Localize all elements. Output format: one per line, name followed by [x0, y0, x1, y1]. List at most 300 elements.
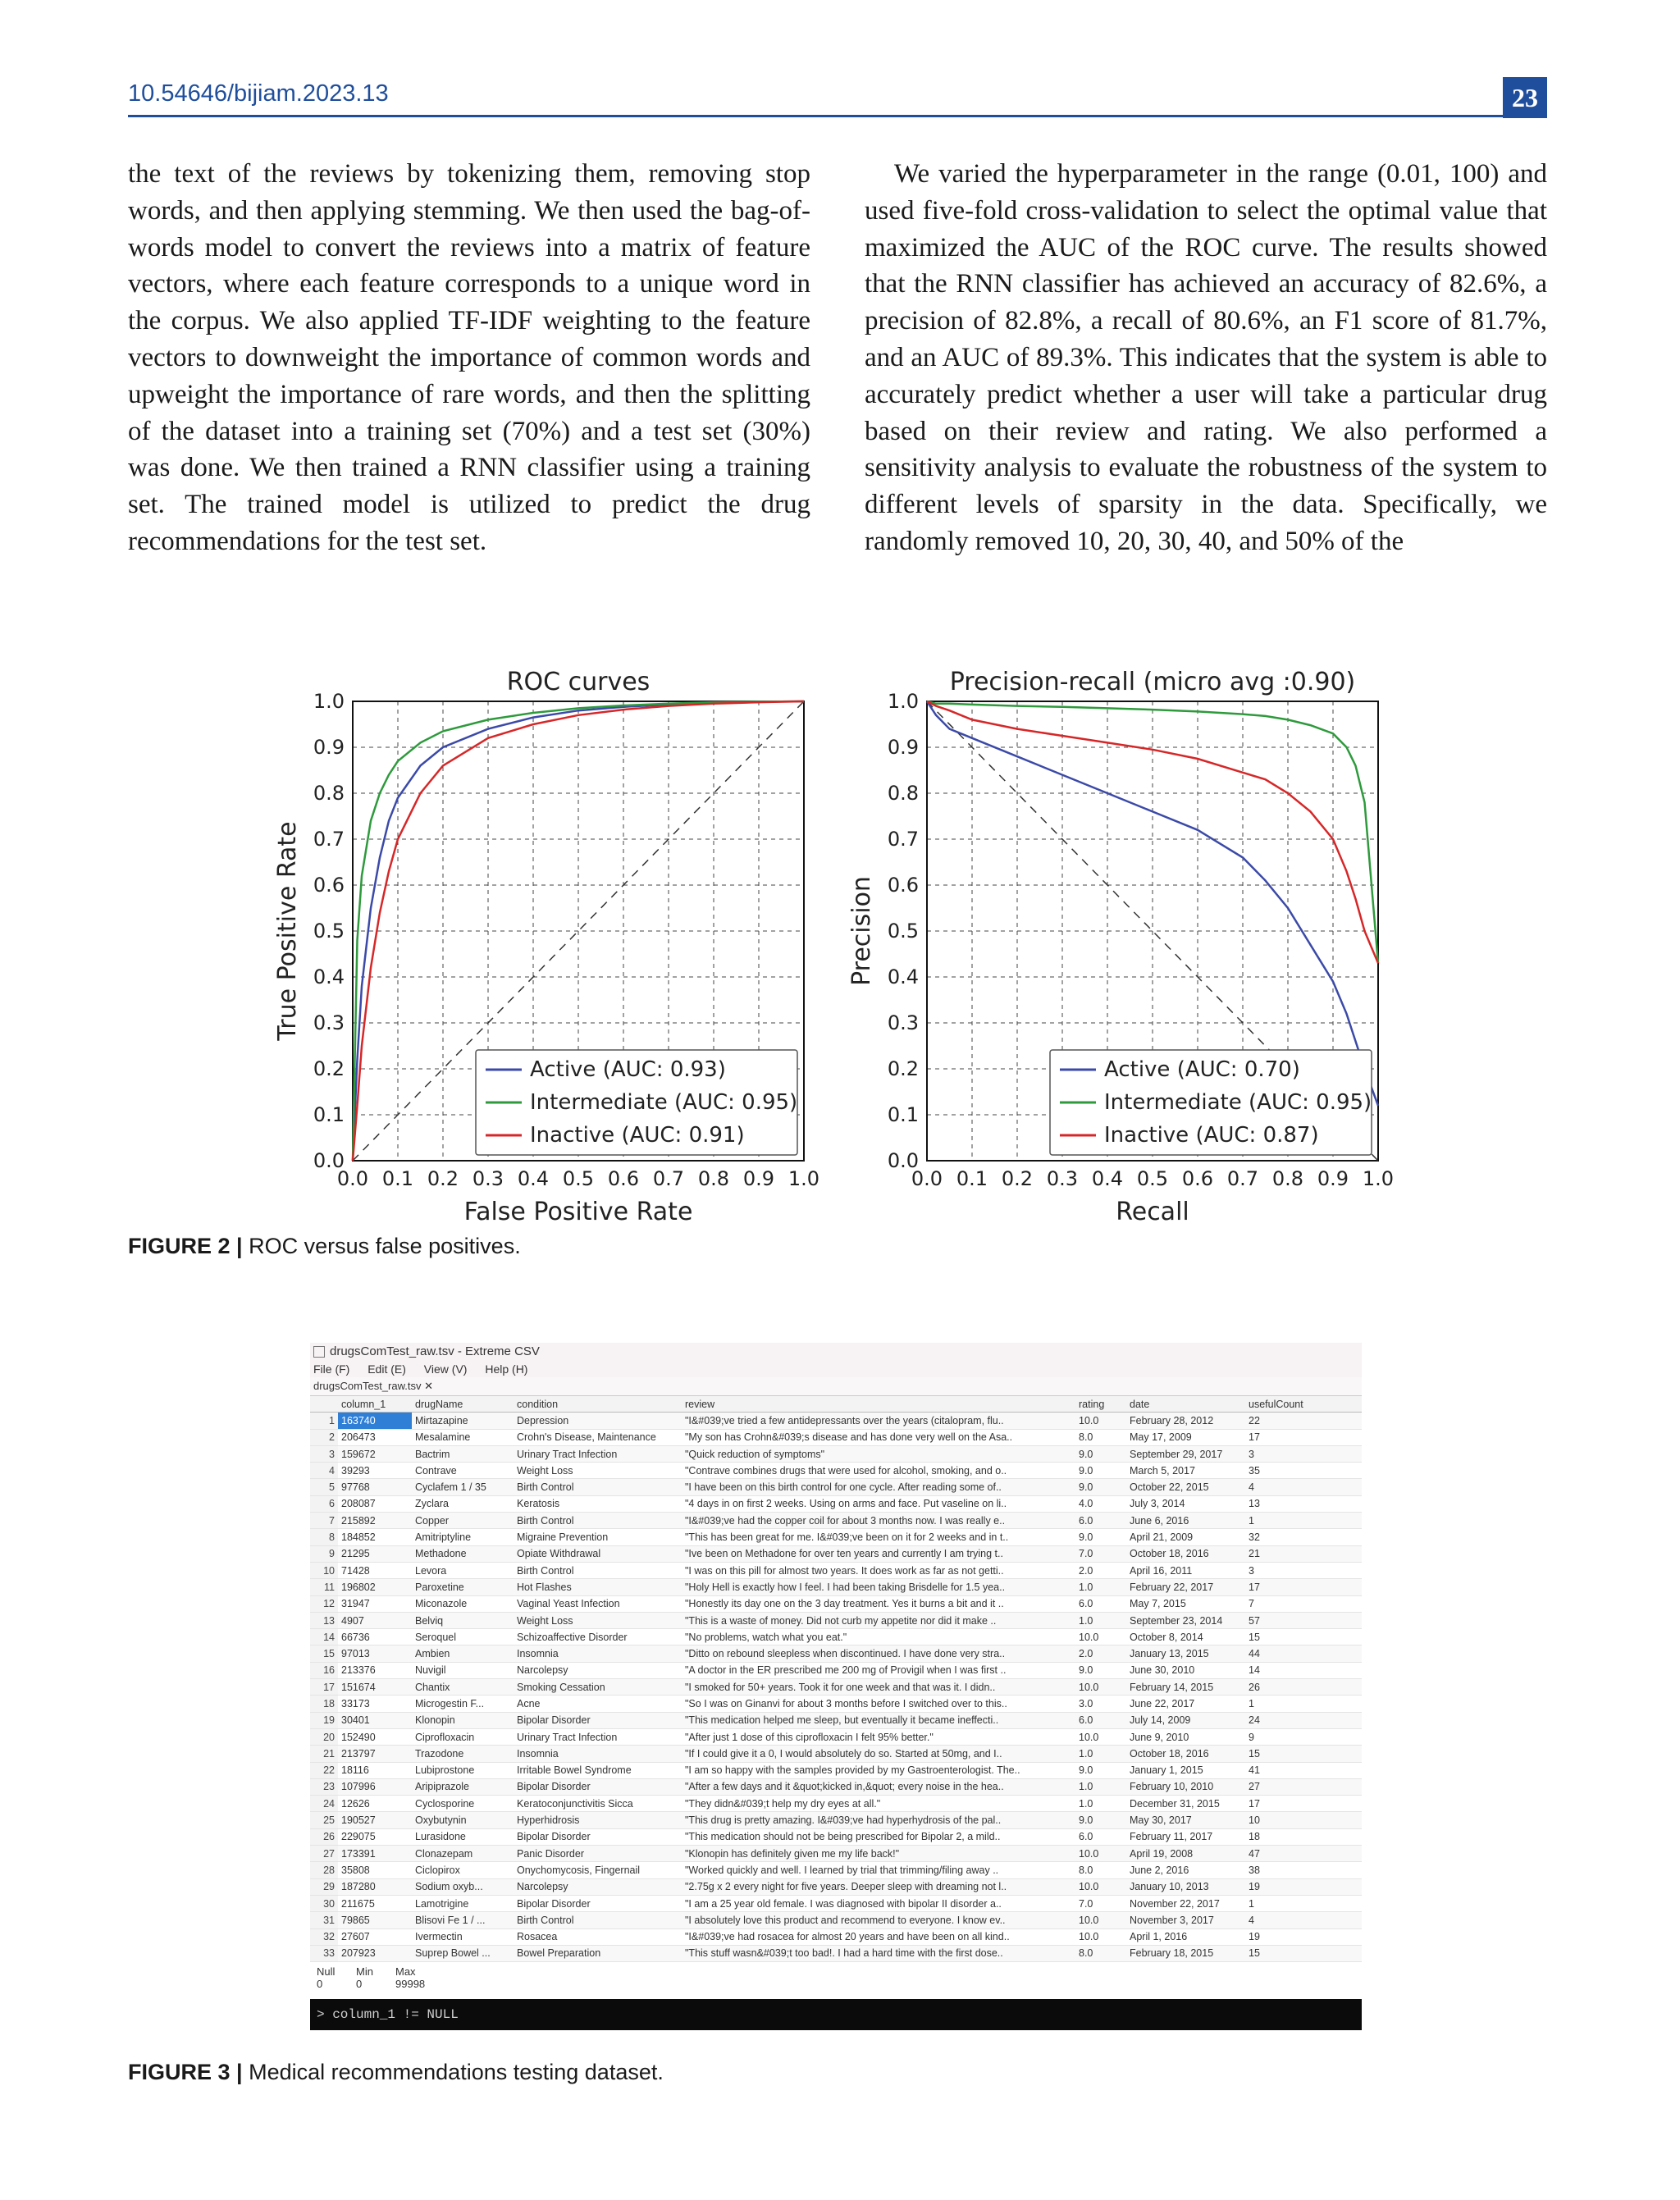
- column-header[interactable]: review: [682, 1396, 1075, 1413]
- table-cell[interactable]: 71428: [338, 1562, 412, 1578]
- table-cell[interactable]: 190527: [338, 1812, 412, 1828]
- table-cell[interactable]: "Quick reduction of symptoms": [682, 1445, 1075, 1462]
- table-cell[interactable]: Cyclosporine: [412, 1796, 514, 1812]
- table-cell[interactable]: 1: [1245, 1696, 1362, 1712]
- x-axis-label: Recall: [1116, 1198, 1189, 1226]
- row-number: 16: [310, 1662, 338, 1678]
- table-cell[interactable]: Suprep Bowel ...: [412, 1945, 514, 1961]
- table-cell[interactable]: 35808: [338, 1862, 412, 1878]
- table-cell[interactable]: 47: [1245, 1846, 1362, 1862]
- table-cell[interactable]: January 13, 2015: [1126, 1645, 1245, 1662]
- table-cell[interactable]: Miconazole: [412, 1595, 514, 1612]
- table-row[interactable]: [310, 1662, 1362, 1678]
- table-cell[interactable]: February 14, 2015: [1126, 1679, 1245, 1696]
- table-cell[interactable]: 213376: [338, 1662, 412, 1678]
- table-cell[interactable]: Ciclopirox: [412, 1862, 514, 1878]
- table-cell[interactable]: "This has been great for me. I&#039;ve been on it for 2 weeks and in t..: [682, 1529, 1075, 1545]
- figure3-caption: [128, 2060, 664, 2085]
- table-cell[interactable]: Sodium oxyb...: [412, 1878, 514, 1895]
- table-cell[interactable]: 3.0: [1075, 1696, 1126, 1712]
- table-cell[interactable]: "So I was on Ginanvi for about 3 months before I switched over to this..: [682, 1696, 1075, 1712]
- table-cell[interactable]: 3: [1245, 1445, 1362, 1462]
- table-cell[interactable]: 15: [1245, 1945, 1362, 1961]
- table-cell[interactable]: "This medication should not be being prescribed for Bipolar 2, a mild..: [682, 1828, 1075, 1845]
- table-cell[interactable]: May 17, 2009: [1126, 1429, 1245, 1445]
- table-cell[interactable]: June 30, 2010: [1126, 1662, 1245, 1678]
- table-row[interactable]: [310, 1928, 1362, 1945]
- table-cell[interactable]: "They didn&#039;t help my dry eyes at all.": [682, 1796, 1075, 1812]
- table-cell[interactable]: Bipolar Disorder: [514, 1895, 682, 1911]
- table-cell[interactable]: Insomnia: [514, 1746, 682, 1762]
- table-cell[interactable]: 10.0: [1075, 1413, 1126, 1429]
- row-number: 1: [310, 1413, 338, 1429]
- table-row[interactable]: [310, 1413, 1362, 1429]
- table-cell[interactable]: 41: [1245, 1762, 1362, 1778]
- table-cell[interactable]: Methadone: [412, 1545, 514, 1562]
- table-row[interactable]: [310, 1629, 1362, 1645]
- table-cell[interactable]: 107996: [338, 1778, 412, 1795]
- table-cell[interactable]: 17: [1245, 1579, 1362, 1595]
- table-cell[interactable]: 196802: [338, 1579, 412, 1595]
- table-cell[interactable]: 19: [1245, 1928, 1362, 1945]
- table-cell[interactable]: Crohn's Disease, Maintenance: [514, 1429, 682, 1445]
- table-row[interactable]: [310, 1429, 1362, 1445]
- table-cell[interactable]: 19: [1245, 1878, 1362, 1895]
- table-cell[interactable]: 66736: [338, 1629, 412, 1645]
- table-row[interactable]: [310, 1495, 1362, 1512]
- table-row[interactable]: [310, 1746, 1362, 1762]
- table-cell[interactable]: May 7, 2015: [1126, 1595, 1245, 1612]
- table-cell[interactable]: 9.0: [1075, 1762, 1126, 1778]
- row-number: 25: [310, 1812, 338, 1828]
- row-number: 6: [310, 1495, 338, 1512]
- table-cell[interactable]: Depression: [514, 1413, 682, 1429]
- table-cell[interactable]: 1.0: [1075, 1778, 1126, 1795]
- table-cell[interactable]: June 22, 2017: [1126, 1696, 1245, 1712]
- table-cell[interactable]: 97013: [338, 1645, 412, 1662]
- table-cell[interactable]: Chantix: [412, 1679, 514, 1696]
- table-row[interactable]: [310, 1696, 1362, 1712]
- x-tick-label: 0.2: [1001, 1167, 1034, 1190]
- table-cell[interactable]: "Contrave combines drugs that were used for alcohol, smoking, and o..: [682, 1463, 1075, 1479]
- table-cell[interactable]: Urinary Tract Infection: [514, 1728, 682, 1745]
- table-cell[interactable]: 9.0: [1075, 1479, 1126, 1495]
- table-cell[interactable]: Urinary Tract Infection: [514, 1445, 682, 1462]
- table-cell[interactable]: September 23, 2014: [1126, 1612, 1245, 1628]
- table-cell[interactable]: April 1, 2016: [1126, 1928, 1245, 1945]
- table-cell[interactable]: Trazodone: [412, 1746, 514, 1762]
- table-cell[interactable]: "Holy Hell is exactly how I feel. I had been taking Brisdelle for 1.5 yea..: [682, 1579, 1075, 1595]
- table-cell[interactable]: Contrave: [412, 1463, 514, 1479]
- table-cell[interactable]: Onychomycosis, Fingernail: [514, 1862, 682, 1878]
- table-cell[interactable]: 10.0: [1075, 1679, 1126, 1696]
- table-cell[interactable]: February 10, 2010: [1126, 1778, 1245, 1795]
- table-cell[interactable]: Irritable Bowel Syndrome: [514, 1762, 682, 1778]
- column-header[interactable]: condition: [514, 1396, 682, 1413]
- table-cell[interactable]: July 3, 2014: [1126, 1495, 1245, 1512]
- table-cell[interactable]: May 30, 2017: [1126, 1812, 1245, 1828]
- table-row[interactable]: [310, 1878, 1362, 1895]
- table-cell[interactable]: 215892: [338, 1513, 412, 1529]
- table-row[interactable]: [310, 1445, 1362, 1462]
- table-row[interactable]: [310, 1778, 1362, 1795]
- table-cell[interactable]: 44: [1245, 1645, 1362, 1662]
- table-cell[interactable]: February 18, 2015: [1126, 1945, 1245, 1961]
- table-cell[interactable]: 159672: [338, 1445, 412, 1462]
- table-row[interactable]: [310, 1545, 1362, 1562]
- table-cell[interactable]: 24: [1245, 1712, 1362, 1728]
- table-cell[interactable]: Weight Loss: [514, 1463, 682, 1479]
- table-cell[interactable]: 33173: [338, 1696, 412, 1712]
- table-cell[interactable]: 9.0: [1075, 1529, 1126, 1545]
- table-cell[interactable]: Belviq: [412, 1612, 514, 1628]
- file-tab[interactable]: [310, 1377, 1362, 1396]
- table-row[interactable]: [310, 1595, 1362, 1612]
- table-cell[interactable]: November 22, 2017: [1126, 1895, 1245, 1911]
- table-cell[interactable]: October 18, 2016: [1126, 1746, 1245, 1762]
- table-cell[interactable]: 39293: [338, 1463, 412, 1479]
- table-row[interactable]: [310, 1513, 1362, 1529]
- table-cell[interactable]: 9.0: [1075, 1662, 1126, 1678]
- table-cell[interactable]: 9.0: [1075, 1445, 1126, 1462]
- table-cell[interactable]: Klonopin: [412, 1712, 514, 1728]
- figure2-label: FIGURE 2 |: [128, 1234, 243, 1258]
- table-row[interactable]: [310, 1645, 1362, 1662]
- column-header[interactable]: date: [1126, 1396, 1245, 1413]
- table-cell[interactable]: 1.0: [1075, 1746, 1126, 1762]
- table-cell[interactable]: 4: [1245, 1479, 1362, 1495]
- column-header[interactable]: usefulCount: [1245, 1396, 1362, 1413]
- table-cell[interactable]: "I have been on this birth control for one cycle. After reading some of..: [682, 1479, 1075, 1495]
- table-row[interactable]: [310, 1945, 1362, 1961]
- table-cell[interactable]: April 19, 2008: [1126, 1846, 1245, 1862]
- table-cell[interactable]: 163740: [338, 1413, 412, 1429]
- stat-label-min: Min: [356, 1965, 373, 1979]
- table-cell[interactable]: "I absolutely love this product and recommend to everyone. I know ev..: [682, 1912, 1075, 1928]
- table-cell[interactable]: Aripiprazole: [412, 1778, 514, 1795]
- table-cell[interactable]: Seroquel: [412, 1629, 514, 1645]
- table-cell[interactable]: 10: [1245, 1812, 1362, 1828]
- table-row[interactable]: [310, 1529, 1362, 1545]
- table-row[interactable]: [310, 1762, 1362, 1778]
- table-cell[interactable]: 18: [1245, 1828, 1362, 1845]
- table-cell[interactable]: Bipolar Disorder: [514, 1712, 682, 1728]
- table-cell[interactable]: Hot Flashes: [514, 1579, 682, 1595]
- table-cell[interactable]: 9.0: [1075, 1812, 1126, 1828]
- table-cell[interactable]: 207923: [338, 1945, 412, 1961]
- table-cell[interactable]: June 6, 2016: [1126, 1513, 1245, 1529]
- table-cell[interactable]: 7.0: [1075, 1545, 1126, 1562]
- table-cell[interactable]: Lubiprostone: [412, 1762, 514, 1778]
- table-cell[interactable]: 152490: [338, 1728, 412, 1745]
- table-cell[interactable]: Narcolepsy: [514, 1662, 682, 1678]
- table-cell[interactable]: Acne: [514, 1696, 682, 1712]
- table-cell[interactable]: 1.0: [1075, 1579, 1126, 1595]
- table-cell[interactable]: June 2, 2016: [1126, 1862, 1245, 1878]
- table-row[interactable]: [310, 1728, 1362, 1745]
- table-cell[interactable]: 27607: [338, 1928, 412, 1945]
- table-cell[interactable]: 3: [1245, 1562, 1362, 1578]
- table-cell[interactable]: December 31, 2015: [1126, 1796, 1245, 1812]
- table-cell[interactable]: September 29, 2017: [1126, 1445, 1245, 1462]
- table-cell[interactable]: 21: [1245, 1545, 1362, 1562]
- table-cell[interactable]: 10.0: [1075, 1912, 1126, 1928]
- table-cell[interactable]: 208087: [338, 1495, 412, 1512]
- table-cell[interactable]: "If I could give it a 0, I would absolutely do so. Started at 50mg, and I..: [682, 1746, 1075, 1762]
- table-cell[interactable]: 1: [1245, 1895, 1362, 1911]
- column-header[interactable]: drugName: [412, 1396, 514, 1413]
- table-row[interactable]: [310, 1846, 1362, 1862]
- table-cell[interactable]: Vaginal Yeast Infection: [514, 1595, 682, 1612]
- table-cell[interactable]: 8.0: [1075, 1429, 1126, 1445]
- table-cell[interactable]: Copper: [412, 1513, 514, 1529]
- table-cell[interactable]: 32: [1245, 1529, 1362, 1545]
- table-cell[interactable]: Microgestin F...: [412, 1696, 514, 1712]
- table-cell[interactable]: 97768: [338, 1479, 412, 1495]
- table-row[interactable]: [310, 1712, 1362, 1728]
- table-cell[interactable]: 173391: [338, 1846, 412, 1862]
- stat-value-max: 99998: [395, 1978, 426, 1991]
- table-cell[interactable]: June 9, 2010: [1126, 1728, 1245, 1745]
- table-cell[interactable]: Smoking Cessation: [514, 1679, 682, 1696]
- table-cell[interactable]: 10.0: [1075, 1928, 1126, 1945]
- table-cell[interactable]: 213797: [338, 1746, 412, 1762]
- menu-view[interactable]: View (V): [423, 1362, 468, 1376]
- table-cell[interactable]: April 21, 2009: [1126, 1529, 1245, 1545]
- table-cell[interactable]: Ambien: [412, 1645, 514, 1662]
- table-cell[interactable]: 7.0: [1075, 1895, 1126, 1911]
- table-cell[interactable]: 187280: [338, 1878, 412, 1895]
- table-cell[interactable]: "This is a waste of money. Did not curb my appetite nor did it make ..: [682, 1612, 1075, 1628]
- x-tick-label: 0.6: [607, 1167, 640, 1190]
- x-tick-label: 0.8: [697, 1167, 730, 1190]
- table-row[interactable]: [310, 1579, 1362, 1595]
- table-cell[interactable]: Oxybutynin: [412, 1812, 514, 1828]
- table-cell[interactable]: 15: [1245, 1629, 1362, 1645]
- table-cell[interactable]: Cyclafem 1 / 35: [412, 1479, 514, 1495]
- table-cell[interactable]: 2.0: [1075, 1645, 1126, 1662]
- filter-console[interactable]: > column_1 != NULL: [310, 1999, 1362, 2030]
- table-cell[interactable]: 22: [1245, 1413, 1362, 1429]
- figure2-caption: [128, 1234, 521, 1259]
- table-cell[interactable]: Bowel Preparation: [514, 1945, 682, 1961]
- table-cell[interactable]: 18116: [338, 1762, 412, 1778]
- table-cell[interactable]: 15: [1245, 1746, 1362, 1762]
- table-cell[interactable]: "I am a 25 year old female. I was diagnosed with bipolar II disorder a..: [682, 1895, 1075, 1911]
- table-cell[interactable]: Lamotrigine: [412, 1895, 514, 1911]
- table-cell[interactable]: 4907: [338, 1612, 412, 1628]
- table-cell[interactable]: "No problems, watch what you eat.": [682, 1629, 1075, 1645]
- table-cell[interactable]: Rosacea: [514, 1928, 682, 1945]
- table-cell[interactable]: "This drug is pretty amazing. I&#039;ve had hyperhydrosis of the pal..: [682, 1812, 1075, 1828]
- table-cell[interactable]: "Ditto on rebound sleepless when discontinued. I have done very stra..: [682, 1645, 1075, 1662]
- table-cell[interactable]: Insomnia: [514, 1645, 682, 1662]
- y-axis-label: True Positive Rate: [273, 821, 302, 1041]
- table-cell[interactable]: Weight Loss: [514, 1612, 682, 1628]
- table-cell[interactable]: February 28, 2012: [1126, 1413, 1245, 1429]
- table-cell[interactable]: Narcolepsy: [514, 1878, 682, 1895]
- table-cell[interactable]: "2.75g x 2 every night for five years. Deeper sleep with dreaming not l..: [682, 1878, 1075, 1895]
- table-cell[interactable]: 151674: [338, 1679, 412, 1696]
- table-cell[interactable]: 26: [1245, 1679, 1362, 1696]
- table-cell[interactable]: Lurasidone: [412, 1828, 514, 1845]
- menu-file[interactable]: File (F): [313, 1362, 350, 1376]
- table-cell[interactable]: 6.0: [1075, 1828, 1126, 1845]
- table-cell[interactable]: July 14, 2009: [1126, 1712, 1245, 1728]
- table-cell[interactable]: Nuvigil: [412, 1662, 514, 1678]
- table-cell[interactable]: Zyclara: [412, 1495, 514, 1512]
- column-header[interactable]: rating: [1075, 1396, 1126, 1413]
- table-cell[interactable]: "I&#039;ve tried a few antidepressants over the years (citalopram, flu..: [682, 1413, 1075, 1429]
- menu-edit[interactable]: Edit (E): [368, 1362, 406, 1376]
- table-cell[interactable]: "I smoked for 50+ years. Took it for one week and that was it. I didn..: [682, 1679, 1075, 1696]
- table-cell[interactable]: Panic Disorder: [514, 1846, 682, 1862]
- table-cell[interactable]: 1.0: [1075, 1612, 1126, 1628]
- table-cell[interactable]: Birth Control: [514, 1562, 682, 1578]
- table-cell[interactable]: October 18, 2016: [1126, 1545, 1245, 1562]
- table-cell[interactable]: "A doctor in the ER prescribed me 200 mg of Provigil when I was first ..: [682, 1662, 1075, 1678]
- table-cell[interactable]: 2.0: [1075, 1562, 1126, 1578]
- table-cell[interactable]: 17: [1245, 1796, 1362, 1812]
- page-number: 23: [1503, 77, 1547, 118]
- table-cell[interactable]: Bipolar Disorder: [514, 1778, 682, 1795]
- table-cell[interactable]: "My son has Crohn&#039;s disease and has done very well on the Asa..: [682, 1429, 1075, 1445]
- table-cell[interactable]: "This stuff wasn&#039;t too bad!. I had a hard time with the first dose..: [682, 1945, 1075, 1961]
- table-cell[interactable]: 12626: [338, 1796, 412, 1812]
- y-tick-label: 0.6: [313, 874, 345, 897]
- table-cell[interactable]: 9.0: [1075, 1463, 1126, 1479]
- table-cell[interactable]: 229075: [338, 1828, 412, 1845]
- table-cell[interactable]: 13: [1245, 1495, 1362, 1512]
- table-cell[interactable]: 17: [1245, 1429, 1362, 1445]
- table-cell[interactable]: Hyperhidrosis: [514, 1812, 682, 1828]
- table-cell[interactable]: 31947: [338, 1595, 412, 1612]
- table-row[interactable]: [310, 1796, 1362, 1812]
- table-cell[interactable]: "This medication helped me sleep, but eventually it became ineffecti..: [682, 1712, 1075, 1728]
- table-cell[interactable]: 6.0: [1075, 1595, 1126, 1612]
- table-cell[interactable]: 14: [1245, 1662, 1362, 1678]
- table-cell[interactable]: Ciprofloxacin: [412, 1728, 514, 1745]
- table-cell[interactable]: January 1, 2015: [1126, 1762, 1245, 1778]
- table-cell[interactable]: Birth Control: [514, 1513, 682, 1529]
- table-row[interactable]: [310, 1912, 1362, 1928]
- table-row[interactable]: [310, 1479, 1362, 1495]
- x-tick-label: 0.3: [1046, 1167, 1079, 1190]
- table-cell[interactable]: Opiate Withdrawal: [514, 1545, 682, 1562]
- table-cell[interactable]: October 8, 2014: [1126, 1629, 1245, 1645]
- table-cell[interactable]: "I was on this pill for almost two years. It does work as far as not getti..: [682, 1562, 1075, 1578]
- table-cell[interactable]: "I&#039;ve had rosacea for almost 20 years and have been on all kind..: [682, 1928, 1075, 1945]
- table-cell[interactable]: 206473: [338, 1429, 412, 1445]
- table-row[interactable]: [310, 1895, 1362, 1911]
- table-cell[interactable]: 79865: [338, 1912, 412, 1928]
- y-tick-label: 0.1: [313, 1103, 345, 1126]
- column-header[interactable]: column_1: [338, 1396, 412, 1413]
- table-cell[interactable]: "Worked quickly and well. I learned by trial that trimming/filing away ..: [682, 1862, 1075, 1878]
- table-row[interactable]: [310, 1679, 1362, 1696]
- table-cell[interactable]: Amitriptyline: [412, 1529, 514, 1545]
- table-cell[interactable]: Birth Control: [514, 1479, 682, 1495]
- legend-entry: Inactive (AUC: 0.91): [530, 1123, 745, 1148]
- table-cell[interactable]: Blisovi Fe 1 / ...: [412, 1912, 514, 1928]
- table-row[interactable]: [310, 1612, 1362, 1628]
- table-cell[interactable]: 1.0: [1075, 1796, 1126, 1812]
- table-cell[interactable]: "After just 1 dose of this ciprofloxacin I felt 95% better.": [682, 1728, 1075, 1745]
- table-row[interactable]: [310, 1562, 1362, 1578]
- table-cell[interactable]: Migraine Prevention: [514, 1529, 682, 1545]
- table-cell[interactable]: 10.0: [1075, 1846, 1126, 1862]
- table-cell[interactable]: 4: [1245, 1912, 1362, 1928]
- table-cell[interactable]: Paroxetine: [412, 1579, 514, 1595]
- table-cell[interactable]: Mesalamine: [412, 1429, 514, 1445]
- table-cell[interactable]: 30401: [338, 1712, 412, 1728]
- table-cell[interactable]: 1: [1245, 1513, 1362, 1529]
- table-cell[interactable]: Mirtazapine: [412, 1413, 514, 1429]
- table-cell[interactable]: 35: [1245, 1463, 1362, 1479]
- table-cell[interactable]: 10.0: [1075, 1878, 1126, 1895]
- table-cell[interactable]: Keratoconjunctivitis Sicca: [514, 1796, 682, 1812]
- table-cell[interactable]: October 22, 2015: [1126, 1479, 1245, 1495]
- table-cell[interactable]: Bactrim: [412, 1445, 514, 1462]
- table-cell[interactable]: 27: [1245, 1778, 1362, 1795]
- table-cell[interactable]: February 22, 2017: [1126, 1579, 1245, 1595]
- table-cell[interactable]: 4.0: [1075, 1495, 1126, 1512]
- table-cell[interactable]: 8.0: [1075, 1862, 1126, 1878]
- table-cell[interactable]: November 3, 2017: [1126, 1912, 1245, 1928]
- table-cell[interactable]: 9: [1245, 1728, 1362, 1745]
- table-cell[interactable]: 10.0: [1075, 1728, 1126, 1745]
- menu-help[interactable]: Help (H): [485, 1362, 528, 1376]
- table-cell[interactable]: Bipolar Disorder: [514, 1828, 682, 1845]
- table-cell[interactable]: 21295: [338, 1545, 412, 1562]
- row-number: 21: [310, 1746, 338, 1762]
- table-cell[interactable]: Birth Control: [514, 1912, 682, 1928]
- table-cell[interactable]: 6.0: [1075, 1513, 1126, 1529]
- table-cell[interactable]: Schizoaffective Disorder: [514, 1629, 682, 1645]
- table-cell[interactable]: "Ive been on Methadone for over ten years and currently I am trying t..: [682, 1545, 1075, 1562]
- table-cell[interactable]: Clonazepam: [412, 1846, 514, 1862]
- table-cell[interactable]: 7: [1245, 1595, 1362, 1612]
- table-row[interactable]: [310, 1812, 1362, 1828]
- table-cell[interactable]: 10.0: [1075, 1629, 1126, 1645]
- table-cell[interactable]: Levora: [412, 1562, 514, 1578]
- y-tick-label: 0.9: [887, 736, 919, 759]
- table-cell[interactable]: "After a few days and it &quot;kicked in,&quot; every noise in the hea..: [682, 1778, 1075, 1795]
- table-cell[interactable]: Ivermectin: [412, 1928, 514, 1945]
- table-cell[interactable]: January 10, 2013: [1126, 1878, 1245, 1895]
- table-cell[interactable]: 38: [1245, 1862, 1362, 1878]
- table-cell[interactable]: 57: [1245, 1612, 1362, 1628]
- table-cell[interactable]: 8.0: [1075, 1945, 1126, 1961]
- table-cell[interactable]: "4 days in on first 2 weeks. Using on arms and face. Put vaseline on li..: [682, 1495, 1075, 1512]
- table-row[interactable]: [310, 1828, 1362, 1845]
- y-axis-label: Precision: [847, 876, 876, 986]
- table-cell[interactable]: 6.0: [1075, 1712, 1126, 1728]
- table-cell[interactable]: February 11, 2017: [1126, 1828, 1245, 1845]
- table-cell[interactable]: "Klonopin has definitely given me my life back!": [682, 1846, 1075, 1862]
- table-cell[interactable]: 211675: [338, 1895, 412, 1911]
- table-row[interactable]: [310, 1862, 1362, 1878]
- grid-header-row: [310, 1396, 1362, 1413]
- table-cell[interactable]: March 5, 2017: [1126, 1463, 1245, 1479]
- table-cell[interactable]: Keratosis: [514, 1495, 682, 1512]
- table-cell[interactable]: April 16, 2011: [1126, 1562, 1245, 1578]
- table-cell[interactable]: 184852: [338, 1529, 412, 1545]
- table-cell[interactable]: "I&#039;ve had the copper coil for about 3 months now. I was really e..: [682, 1513, 1075, 1529]
- table-cell[interactable]: "Honestly its day one on the 3 day treatment. Yes it burns a bit and it ..: [682, 1595, 1075, 1612]
- table-cell[interactable]: "I am so happy with the samples provided by my Gastroenterologist. The..: [682, 1762, 1075, 1778]
- table-row[interactable]: [310, 1463, 1362, 1479]
